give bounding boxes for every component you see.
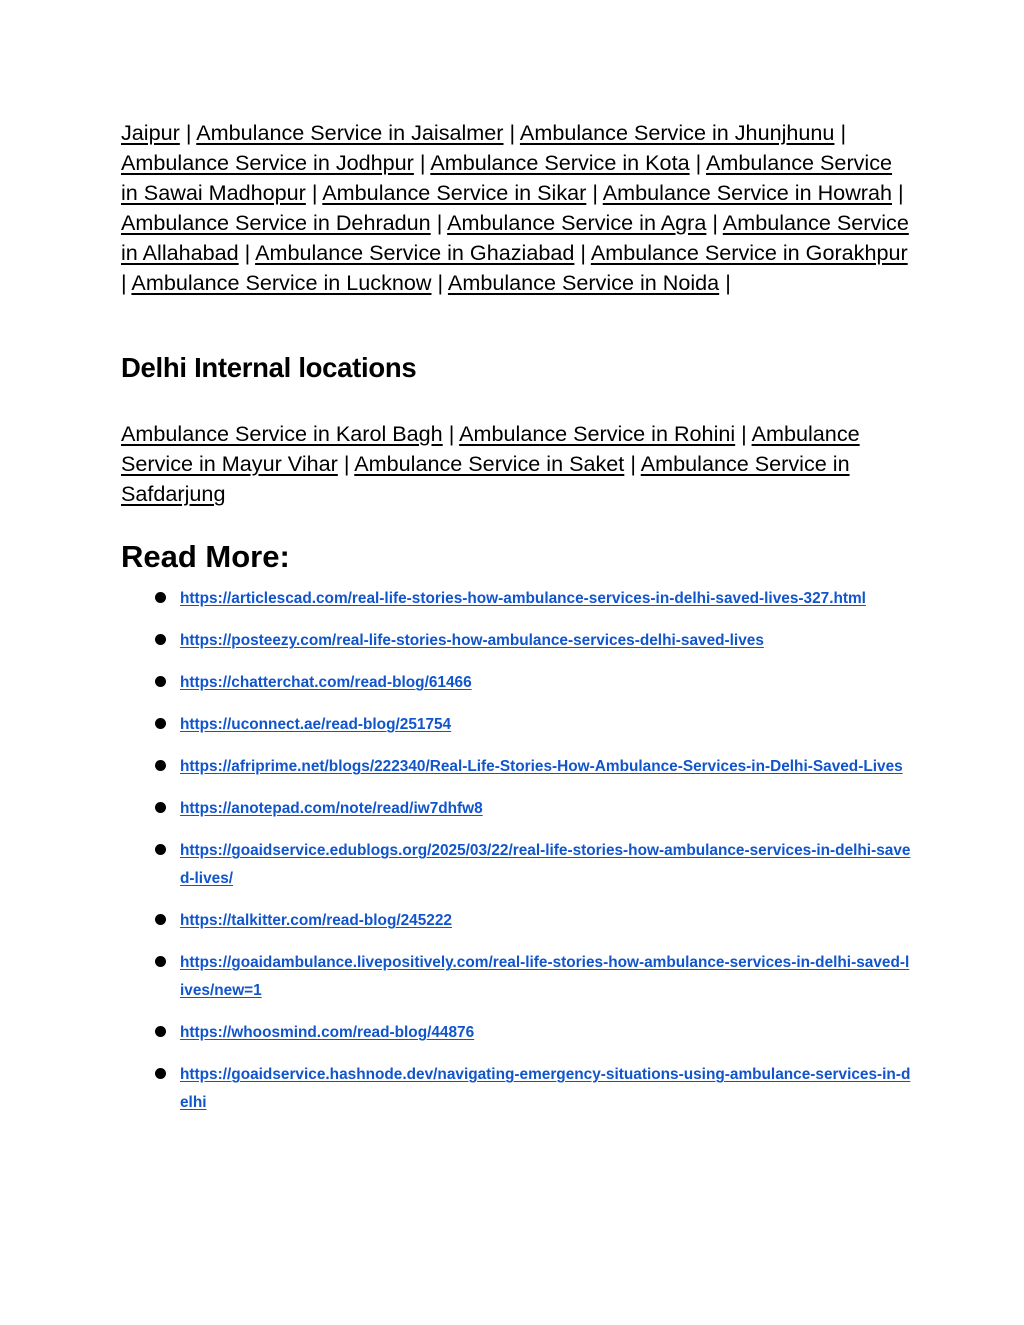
city-link[interactable]: Ambulance Service in Howrah: [602, 180, 892, 205]
separator: |: [592, 180, 598, 205]
city-link[interactable]: Ambulance Service in Kota: [430, 150, 690, 175]
city-link[interactable]: Ambulance Service in Sikar: [322, 180, 587, 205]
bullet-icon: [155, 676, 166, 687]
delhi-section-heading: Delhi Internal locations: [121, 352, 417, 383]
read-more-link[interactable]: https://anotepad.com/note/read/iw7dhfw8: [180, 800, 483, 817]
bullet-icon: [155, 760, 166, 771]
delhi-location-link[interactable]: Ambulance Service in Safdarjung: [121, 451, 850, 506]
city-link[interactable]: Ambulance Service in Jaisalmer: [196, 120, 504, 145]
bullet-icon: [155, 718, 166, 729]
list-item: [121, 795, 911, 823]
read-more-link[interactable]: https://goaidambulance.livepositively.com/real-life-stories-how-ambulance-services-in-delhi-saved-lives/new=1: [180, 954, 910, 999]
read-more-link[interactable]: https://goaidservice.hashnode.dev/navigating-emergency-situations-using-ambulance-services-in-delhi: [180, 1066, 911, 1111]
separator: |: [580, 240, 586, 265]
city-link[interactable]: Ambulance Service in Dehradun: [121, 210, 431, 235]
separator: |: [509, 120, 516, 145]
separator: |: [712, 210, 718, 235]
separator: |: [244, 240, 251, 265]
bullet-icon: [155, 1026, 166, 1037]
read-more-link[interactable]: https://posteezy.com/real-life-stories-how-ambulance-services-delhi-saved-lives: [180, 632, 764, 649]
separator: |: [840, 120, 847, 145]
list-item: [121, 837, 911, 893]
read-more-list: [121, 585, 911, 1117]
separator: |: [436, 210, 443, 235]
list-item: [121, 711, 911, 739]
delhi-location-link[interactable]: Ambulance Service in Mayur Vihar: [121, 421, 860, 476]
city-link[interactable]: Ambulance Service in Jhunjhunu: [519, 120, 835, 145]
separator: |: [630, 451, 636, 476]
separator: |: [695, 150, 702, 175]
separator: |: [185, 120, 192, 145]
city-link[interactable]: Ambulance Service in Ghaziabad: [255, 240, 575, 265]
separator: |: [121, 270, 127, 295]
read-more-link[interactable]: https://talkitter.com/read-blog/245222: [180, 912, 452, 929]
city-link[interactable]: Jaipur: [121, 120, 180, 145]
list-item: [121, 907, 911, 935]
bullet-icon: [155, 802, 166, 813]
delhi-location-link[interactable]: Ambulance Service in Saket: [354, 451, 625, 476]
bullet-icon: [155, 844, 166, 855]
document-page: [121, 118, 911, 1131]
list-item: [121, 949, 911, 1005]
bullet-icon: [155, 592, 166, 603]
list-item: [121, 753, 911, 781]
separator: |: [741, 421, 747, 446]
read-more-link[interactable]: https://chatterchat.com/read-blog/61466: [180, 674, 472, 691]
delhi-location-link[interactable]: Ambulance Service in Rohini: [459, 421, 736, 446]
read-more-link[interactable]: https://articlescad.com/real-life-stories-how-ambulance-services-in-delhi-saved-lives-327.html: [180, 590, 866, 607]
city-link[interactable]: Ambulance Service in Sawai Madhopur: [121, 150, 893, 205]
separator: |: [448, 421, 455, 446]
read-more-link[interactable]: https://uconnect.ae/read-blog/251754: [180, 716, 452, 733]
list-item: [121, 669, 911, 697]
separator: |: [343, 451, 350, 476]
separator: |: [311, 180, 318, 205]
list-item: [121, 585, 911, 613]
bullet-icon: [155, 956, 166, 967]
separator: |: [419, 150, 426, 175]
separator: |: [725, 270, 731, 295]
read-more-link[interactable]: https://whoosmind.com/read-blog/44876: [180, 1024, 475, 1041]
bullet-icon: [155, 914, 166, 925]
read-more-heading: Read More:: [121, 539, 290, 574]
city-link[interactable]: Ambulance Service in Agra: [447, 210, 707, 235]
city-link[interactable]: Ambulance Service in Noida: [447, 270, 720, 295]
delhi-location-link[interactable]: Ambulance Service in Karol Bagh: [121, 421, 443, 446]
city-link[interactable]: Ambulance Service in Lucknow: [131, 270, 432, 295]
list-item: [121, 1061, 911, 1117]
city-link[interactable]: Ambulance Service in Jodhpur: [121, 150, 414, 175]
city-link[interactable]: Ambulance Service in Allahabad: [121, 210, 909, 265]
bullet-icon: [155, 634, 166, 645]
bullet-icon: [155, 1068, 166, 1079]
separator: |: [437, 270, 444, 295]
read-more-link[interactable]: https://afriprime.net/blogs/222340/Real-Life-Stories-How-Ambulance-Services-in-Delhi-Saved-Lives: [180, 758, 903, 775]
read-more-link[interactable]: https://goaidservice.edublogs.org/2025/03/22/real-life-stories-how-ambulance-services-in-delhi-saved-lives/: [180, 842, 911, 887]
separator: |: [898, 180, 904, 205]
city-link[interactable]: Ambulance Service in Gorakhpur: [590, 240, 908, 265]
delhi-links-paragraph: [121, 419, 911, 509]
city-links-paragraph: [121, 118, 911, 298]
list-item: [121, 1019, 911, 1047]
list-item: [121, 627, 911, 655]
